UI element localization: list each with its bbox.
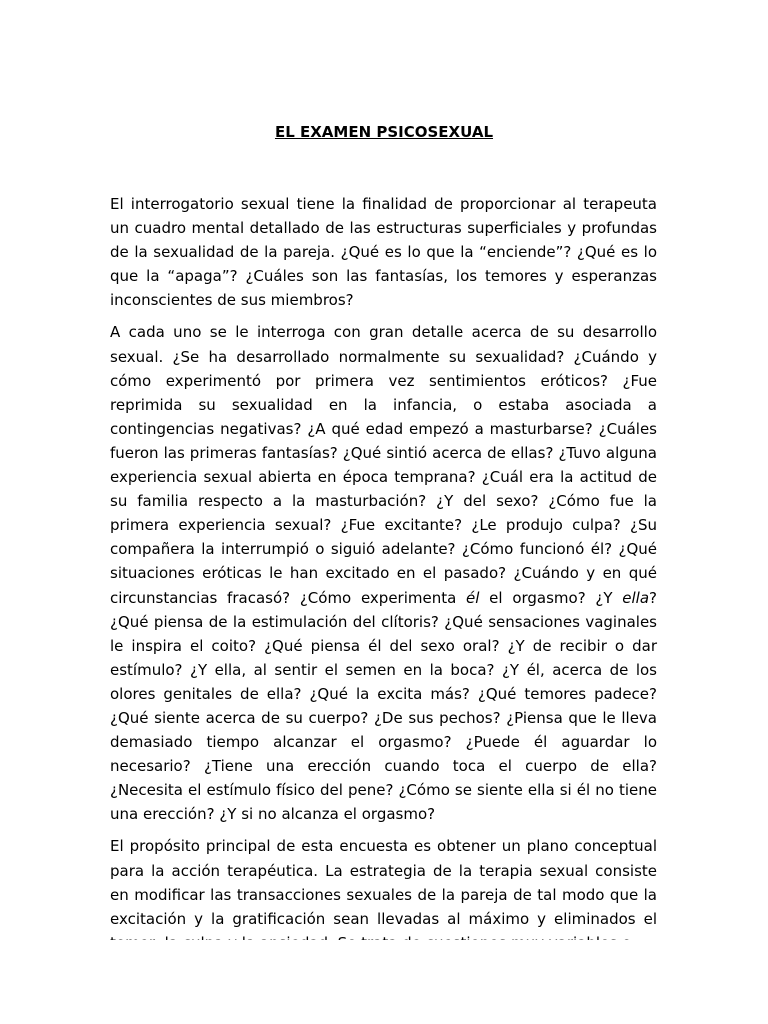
italic-emphasis: ella (622, 588, 650, 607)
paragraph-text: ? ¿Qué piensa de la estimulación del clítoris? ¿Qué sensaciones vaginales le inspira el coito? ¿Qué piensa él del sexo oral? ¿Y de recibir o dar estímulo? ¿Y ella, al sentir el semen en la boca? ¿Y él, acerca de los olores genitales de ella? ¿Qué la excita más? ¿Qué temores padece? ¿Qué siente acerca de su cuerpo? ¿De sus pechos? ¿Piensa que le lleva demasiado tiempo alcanzar el orgasmo? ¿Puede él aguardar lo necesario? ¿Tiene una erección cuando toca el cuerpo de ella? ¿Necesita el estímulo físico del pene? ¿Cómo se siente ella si él no tiene una erección? ¿Y si no alcanza el orgasmo? (110, 588, 657, 824)
italic-emphasis: él (466, 588, 480, 607)
page-bottom-margin (0, 940, 768, 1024)
document-body (110, 192, 657, 963)
paragraph-text: El interrogatorio sexual tiene la finalidad de proporcionar al terapeuta un cuadro mental detallado de las estructuras superficiales y profundas de la sexualidad de la pareja. ¿Qué es lo que la “enciende”? ¿Qué es lo que la “apaga”? ¿Cuáles son las fantasías, los temores y esperanzas inconscientes de sus miembros? (110, 195, 657, 310)
paragraph-text: El propósito principal de esta encuesta es obtener un plano conceptual para la acción terapéutica. La estrategia de la terapia sexual consiste en modificar las transacciones sexuales de la pareja de tal modo que la excitación y la gratificación sean llevadas al máximo y eliminados el (110, 837, 657, 928)
paragraph-text: el orgasmo? ¿Y (479, 588, 623, 607)
paragraph-purpose (110, 834, 657, 954)
document-title: EL EXAMEN PSICOSEXUAL (274, 123, 494, 141)
paragraph-text: A cada uno se le interroga con gran detalle acerca de su desarrollo sexual. ¿Se ha desarrollado normalmente su sexualidad? ¿Cuándo y cómo experimentó por primera vez sentimientos eróticos? ¿Fue reprimida su sexualidad en la infancia, o estaba asociada a contingencias negativas? ¿A qué edad empezó a masturbarse? ¿Cuáles fueron las primeras fantasías? ¿Qué sintió acerca de ellas? ¿Tuvo alguna experiencia sexual abierta en época temprana? ¿Cuál era la actitud de su familia respecto a la masturbación? ¿Y del sexo? ¿Cómo fue la primera experiencia sexual? ¿Fue excitante? ¿Le produjo culpa? ¿Su compañera la interrumpió o siguió adelante? ¿Cómo funcionó él? ¿Qué situaciones eróticas le han excitado en el pasado? ¿Cuándo y en qué circunstancias fracasó? ¿Cómo experimenta (110, 323, 657, 607)
paragraph-questions (110, 320, 657, 826)
paragraph-intro (110, 192, 657, 312)
